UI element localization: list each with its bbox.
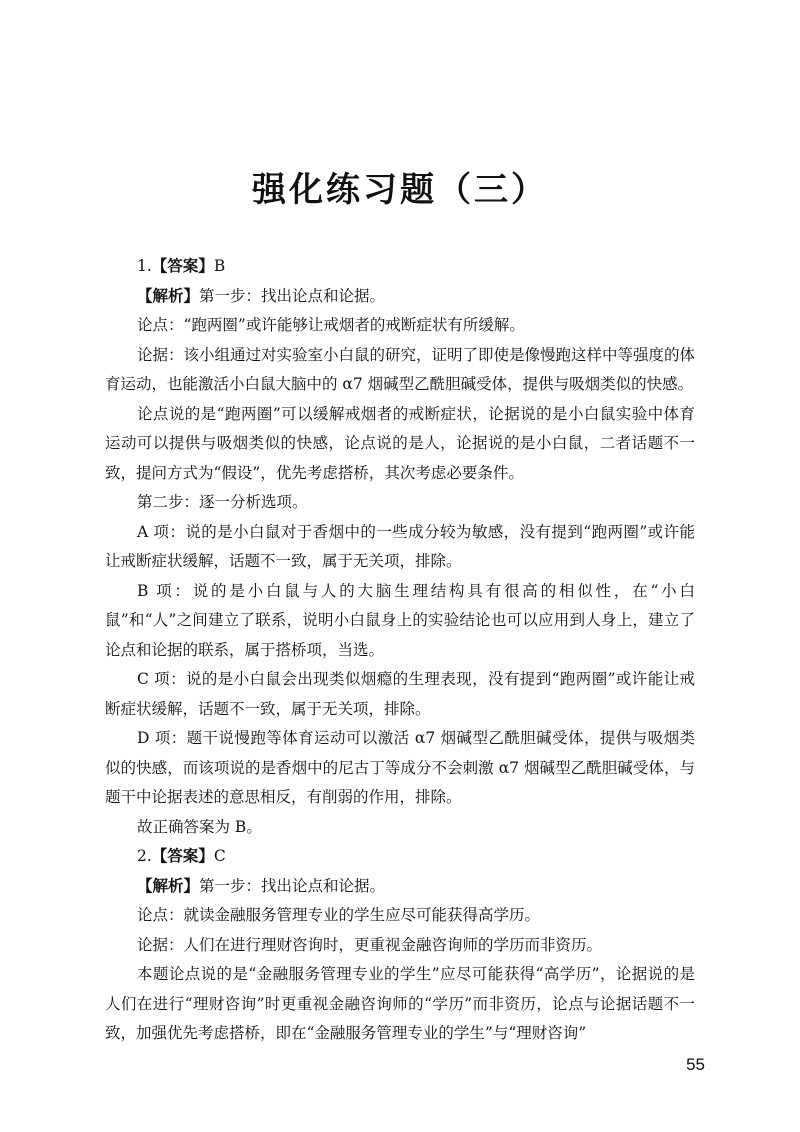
q2-lundian: 论点：就读金融服务管理专业的学生应尽可能获得高学历。 [137,906,541,924]
q1-option-c: C 项：说的是小白鼠会出现类似烟瘾的生理表现，没有提到“跑两圈”或许能让戒断症状缓解，话题不一致，属于无关项，排除。 [105,670,695,718]
q1-option-a: A 项：说的是小白鼠对于香烟中的一些成分较为敏感，没有提到“跑两圈”或许能让戒断症状缓解，话题不一致，属于无关项，排除。 [105,522,695,570]
q1-option-b: B 项：说的是小白鼠与人的大脑生理结构具有很高的相似性，在“小白鼠”和“人”之间建立了联系，说明小白鼠身上的实验结论也可以应用到人身上，建立了论点和论据的联系，属于搭桥项，当选。 [105,581,695,659]
q2-answer-tag: 【答案】 [151,847,214,865]
q1-jiexi-tag: 【解析】 [137,286,200,305]
answer-body [105,252,695,1049]
q1-lundian: 论点：“跑两圈”或许能够让戒烟者的戒断症状有所缓解。 [137,316,525,334]
q2-lunju: 论据：人们在进行理财咨询时，更重视金融咨询师的学历而非资历。 [137,935,603,954]
q2-step1 [105,872,695,902]
q1-lunju: 论据：该小组通过对实验室小白鼠的研究，证明了即使是像慢跑这样中等强度的体育运动，也能激活小白鼠大脑中的 α7 烟碱型乙酰胆碱受体，提供与吸烟类似的快感。 [105,345,696,393]
q1-conclusion: 故正确答案为 B。 [137,817,262,836]
q1-answer-tag: 【答案】 [151,257,214,275]
q2-jiexi-tag: 【解析】 [137,876,200,895]
q1-step1-text: 第一步：找出论点和论据。 [199,286,386,305]
q1-analysis: 论点说的是“跑两圈”可以缓解戒烟者的戒断症状，论据说的是小白鼠实验中体育运动可以提供与吸烟类似的快感，论点说的是人，论据说的是小白鼠，二者话题不一致，提问方式为“假设”，优先考虑搭桥，其次考虑必要条件。 [105,404,695,482]
q1-step1 [105,282,695,312]
q1-step2: 第二步：逐一分析选项。 [137,493,308,511]
q1-answer: B [213,257,226,275]
q2-number: 2. [137,847,152,865]
page-number: 55 [686,1055,705,1074]
q1-answer-line [105,252,695,282]
q2-step1-text: 第一步：找出论点和论据。 [199,876,386,895]
q1-option-d: D 项：题干说慢跑等体育运动可以激活 α7 烟碱型乙酰胆碱受体，提供与吸烟类似的快感，而该项说的是香烟中的尼古丁等成分不会刺激 α7 烟碱型乙酰胆碱受体，与题干中论据表述的意思相反，有削弱的作用，排除。 [105,729,695,806]
q1-number: 1. [137,257,152,275]
q2-answer: C [213,847,226,865]
page-title: 强化练习题（三） [252,170,548,210]
q2-answer-line [105,842,695,872]
q2-analysis: 本题论点说的是“金融服务管理专业的学生”应尽可能获得“高学历”，论据说的是人们在进行“理财咨询”时更重视金融咨询师的“学历”而非资历，论点与论据话题不一致，加强优先考虑搭桥，即在“金融服务管理专业的学生”与“理财咨询” [105,965,695,1042]
